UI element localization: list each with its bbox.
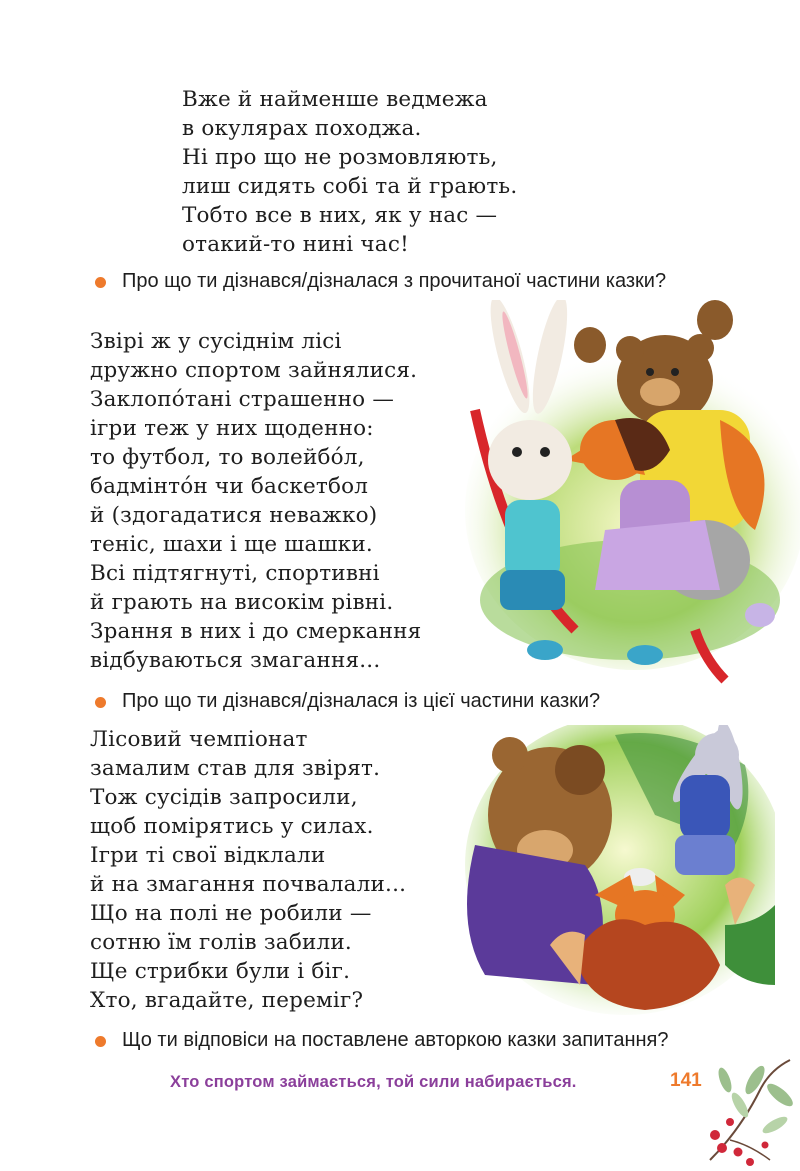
- poem-stanza-2: [90, 327, 421, 675]
- animals-running-illustration: [455, 300, 800, 685]
- question-3: [95, 1028, 725, 1053]
- poem-line: лиш сидять собі та й грають.: [182, 174, 518, 199]
- poem-line: бадмінто́н чи баскетбол: [90, 474, 369, 499]
- poem-stanza-1: [182, 85, 517, 259]
- poem-line: Що на полі не робили —: [90, 901, 372, 926]
- poem-line: щоб помірятись у силах.: [90, 814, 374, 839]
- berry-branch-decoration: [700, 1050, 800, 1171]
- poem-line: й (здогадатися неважко): [90, 503, 378, 528]
- poem-line: Тож сусідів запросили,: [90, 785, 358, 810]
- poem-line: отакий-то нині час!: [182, 232, 409, 257]
- poem-line: Заклопо́тані страшенно —: [90, 387, 395, 412]
- poem-line: відбуваються змагання...: [90, 648, 381, 673]
- question-text: Про що ти дізнався/дізналася із цієї частини казки?: [122, 690, 601, 712]
- poem-line: Ні про що не розмовляють,: [182, 145, 498, 170]
- poem-line: дружно спортом зайнялися.: [90, 358, 418, 383]
- question-text: Що ти відповіси на поставлене авторкою казки запитання?: [122, 1029, 669, 1051]
- poem-line: й на змагання почвалали...: [90, 872, 407, 897]
- page-number: 141: [670, 1070, 702, 1091]
- poem-line: то футбол, то волейбо́л,: [90, 445, 365, 470]
- poem-line: Всі підтягнуті, спортивні: [90, 561, 380, 586]
- poem-line: Зрання в них і до смеркання: [90, 619, 422, 644]
- poem-line: замалим став для звірят.: [90, 756, 381, 781]
- poem-line: й грають на високім рівні.: [90, 590, 394, 615]
- poem-line: ігри теж у них щоденно:: [90, 416, 374, 441]
- question-text: Про що ти дізнався/дізналася з прочитаної частини казки?: [122, 270, 667, 292]
- animals-competition-illustration: [455, 725, 775, 1025]
- poem-line: Лісовий чемпіонат: [90, 727, 308, 752]
- poem-line: Ще стрибки були і біг.: [90, 959, 351, 984]
- poem-line: Вже й найменше ведмежа: [182, 87, 488, 112]
- poem-stanza-3: [90, 725, 406, 1015]
- bullet-icon: [95, 1036, 106, 1047]
- poem-line: Хто, вгадайте, переміг?: [90, 988, 364, 1013]
- poem-line: сотню їм голів забили.: [90, 930, 352, 955]
- poem-line: теніс, шахи і ще шашки.: [90, 532, 373, 557]
- proverb: Хто спортом займається, той сили набирається.: [170, 1073, 577, 1091]
- bullet-icon: [95, 277, 106, 288]
- poem-line: в окулярах походжа.: [182, 116, 422, 141]
- poem-line: Тобто все в них, як у нас —: [182, 203, 498, 228]
- question-1: [95, 269, 705, 294]
- poem-line: Ігри ті свої відклали: [90, 843, 326, 868]
- poem-line: Звірі ж у сусіднім лісі: [90, 329, 342, 354]
- bullet-icon: [95, 697, 106, 708]
- question-2: [95, 689, 715, 714]
